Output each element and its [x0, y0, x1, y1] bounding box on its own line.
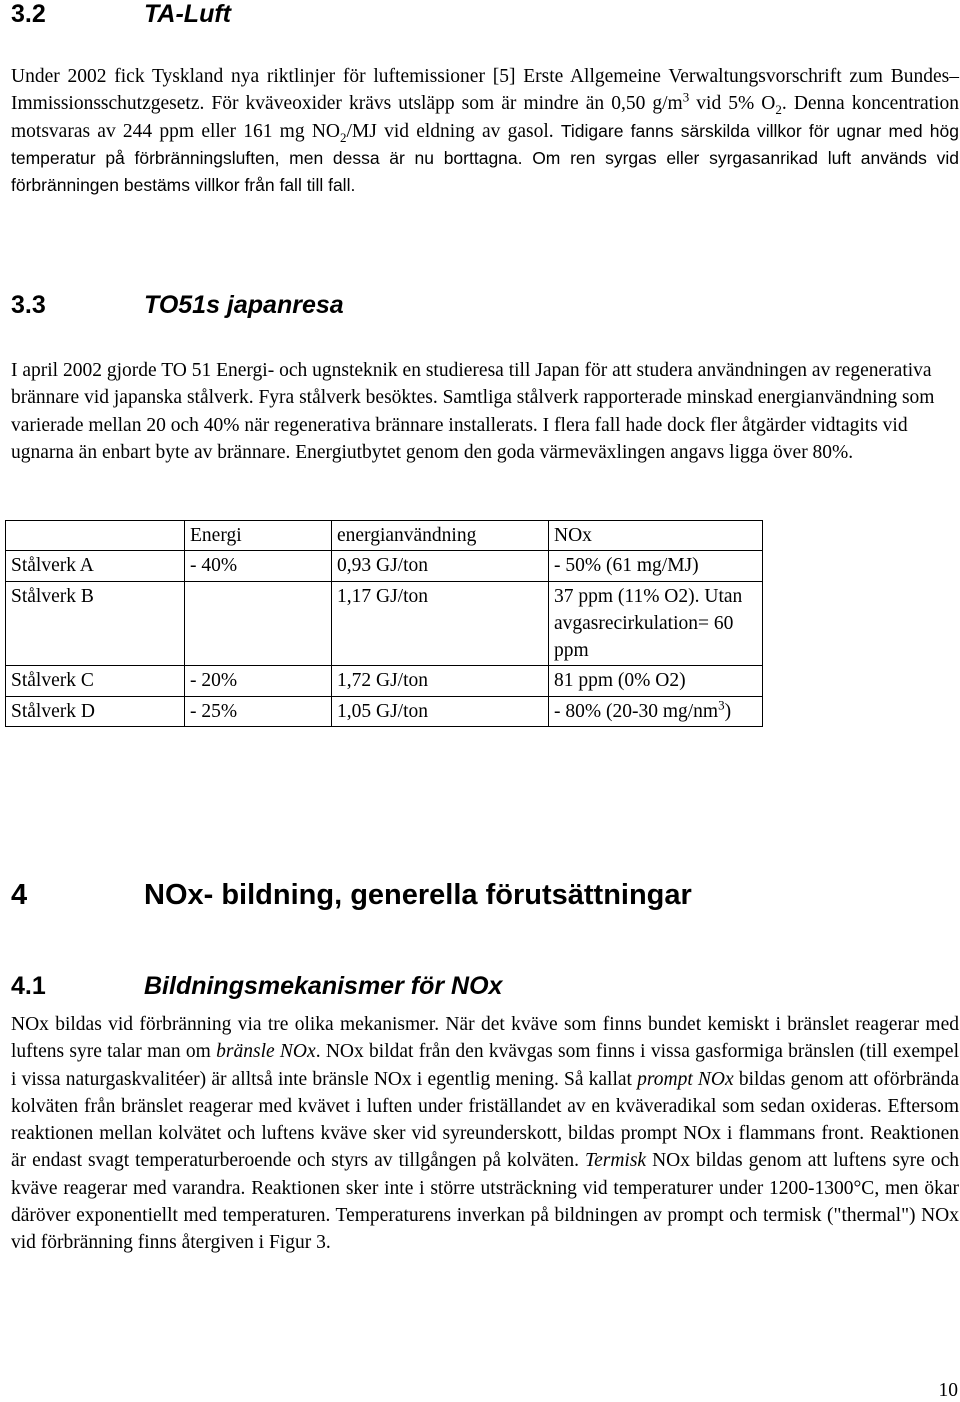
table-cell: [549, 696, 763, 726]
table-header-row: [6, 521, 763, 551]
superscript: 3: [718, 697, 725, 713]
table-row: [6, 696, 763, 726]
table-cell: 1,05 GJ/ton: [332, 696, 549, 726]
table-cell: [185, 581, 332, 666]
table-cell: - 40%: [185, 551, 332, 581]
table-row: [6, 666, 763, 696]
section-number: 3.2: [11, 0, 46, 28]
table-cell: Stålverk C: [6, 666, 185, 696]
text-run: . NOx bildat från den kvävgas som finns i vissa gasformiga bränslen (till exempel i vissa naturgaskvalitéer) är alltså inte bränsle NOx i egentlig mening. Så kallat: [11, 1041, 959, 1090]
section-number: 3.3: [11, 291, 46, 319]
section-heading-3-3: [11, 291, 344, 320]
paragraph-japanresa: I april 2002 gjorde TO 51 Energi- och ugnsteknik en studieresa till Japan för att studera användningen av regenerativa brännare vid japanska stålverk. Fyra stålverk besöktes. Samtliga stålverk rapporterade minskad energianvändning som varierade mellan 20 och 40% när regenerativa brännare installerats. I flera fall hade dock fler åtgärder vidtagits vid ugnarna än enbart byte av brännare. Energiutbytet genom den goda värmeväxlingen angavs ligga över 80%.: [11, 360, 935, 463]
table-row: [6, 581, 763, 666]
table-header-cell: energianvändning: [332, 521, 549, 551]
table-cell: 37 ppm (11% O2). Utan avgasrecirkulation= 60 ppm: [549, 581, 763, 666]
table-cell: Stålverk B: [6, 581, 185, 666]
section-title: TA-Luft: [144, 0, 231, 28]
chapter-heading-4: [11, 879, 692, 912]
text-run: Under 2002 fick Tyskland nya riktlinjer för luftemissioner [5] Erste Allgemeine Verwaltungsvorschrift zum Bundes–Immissionsschutzgesetz. För kväveoxider krävs utsläpp som är mindre än 0,50 g/m: [11, 66, 959, 115]
subscript: 2: [340, 129, 347, 145]
italic-term: Termisk: [585, 1150, 647, 1172]
text-run: NOx bildas vid förbränning via tre olika mekanismer. När det kväve som finns bundet kemiskt i bränslet reagerar med luftens syre talar man om: [11, 1014, 959, 1063]
section-title: TO51s japanresa: [144, 291, 344, 319]
table-cell: - 20%: [185, 666, 332, 696]
table-cell: 1,72 GJ/ton: [332, 666, 549, 696]
text-run-sans: Tidigare fanns särskilda villkor för ugnar med hög temperatur på förbränningsluften, men dessa är nu borttagna. Om ren syrgas eller syrgasanrikad luft används vid förbränningen bestäms villkor från fall till fall.: [11, 120, 959, 196]
section-heading-4-1: [11, 972, 502, 1001]
italic-term: bränsle NOx: [216, 1041, 316, 1063]
text-run: ): [724, 700, 732, 722]
table-cell: 81 ppm (0% O2): [549, 666, 763, 696]
table-cell: Stålverk D: [6, 696, 185, 726]
text-run: /MJ vid eldning av gasol.: [346, 120, 554, 142]
subscript: 2: [775, 102, 782, 118]
text-run: vid 5% O: [689, 93, 776, 115]
page-number: 10: [938, 1380, 958, 1401]
table-header-cell: Energi: [185, 521, 332, 551]
chapter-number: 4: [11, 879, 28, 911]
italic-term: prompt NOx: [637, 1068, 734, 1090]
table-cell: - 25%: [185, 696, 332, 726]
table-cell: - 50% (61 mg/MJ): [549, 551, 763, 581]
table-header-cell: NOx: [549, 521, 763, 551]
paragraph-bildningsmekanismer: [11, 1011, 959, 1257]
section-heading-3-2: [11, 0, 231, 29]
text-run: bildas genom att oförbrända kolväten från bränslet reagerar med kvävet i luften under friställandet av en kväveradikal som sedan oxideras. Eftersom reaktionen mellan kolvätet och luftens kväve sker vid syreunderskott, bildas prompt NOx i flammans front. Reaktionen är endast svagt temperaturberoende och styrs av tillgången på kolväten.: [11, 1068, 960, 1172]
table-cell: 1,17 GJ/ton: [332, 581, 549, 666]
section-title: Bildningsmekanismer för NOx: [144, 972, 503, 1000]
table-row: [6, 551, 763, 581]
text-run: - 80% (20-30 mg/nm: [554, 700, 719, 722]
text-run: NOx bildas genom att luftens syre och kväve reagerar med varandra. Reaktionen sker inte i större utsträckning vid temperaturer under 1200-1300°C, men ökar däröver exponentiellt med temperaturen. Temperaturens inverkan på bildningen av prompt och termisk ("thermal") NOx vid förbränning finns återgiven i Figur 3.: [11, 1150, 959, 1254]
steelworks-table: [5, 520, 763, 727]
paragraph-ta-luft: [11, 63, 959, 199]
superscript: 3: [682, 89, 690, 105]
text-run: . Denna koncentration motsvaras av 244 ppm eller 161 mg NO: [11, 93, 959, 142]
table-cell: 0,93 GJ/ton: [332, 551, 549, 581]
table-cell: Stålverk A: [6, 551, 185, 581]
section-number: 4.1: [11, 972, 46, 1000]
chapter-title: NOx- bildning, generella förutsättningar: [144, 879, 692, 911]
table-header-cell: [6, 521, 185, 551]
